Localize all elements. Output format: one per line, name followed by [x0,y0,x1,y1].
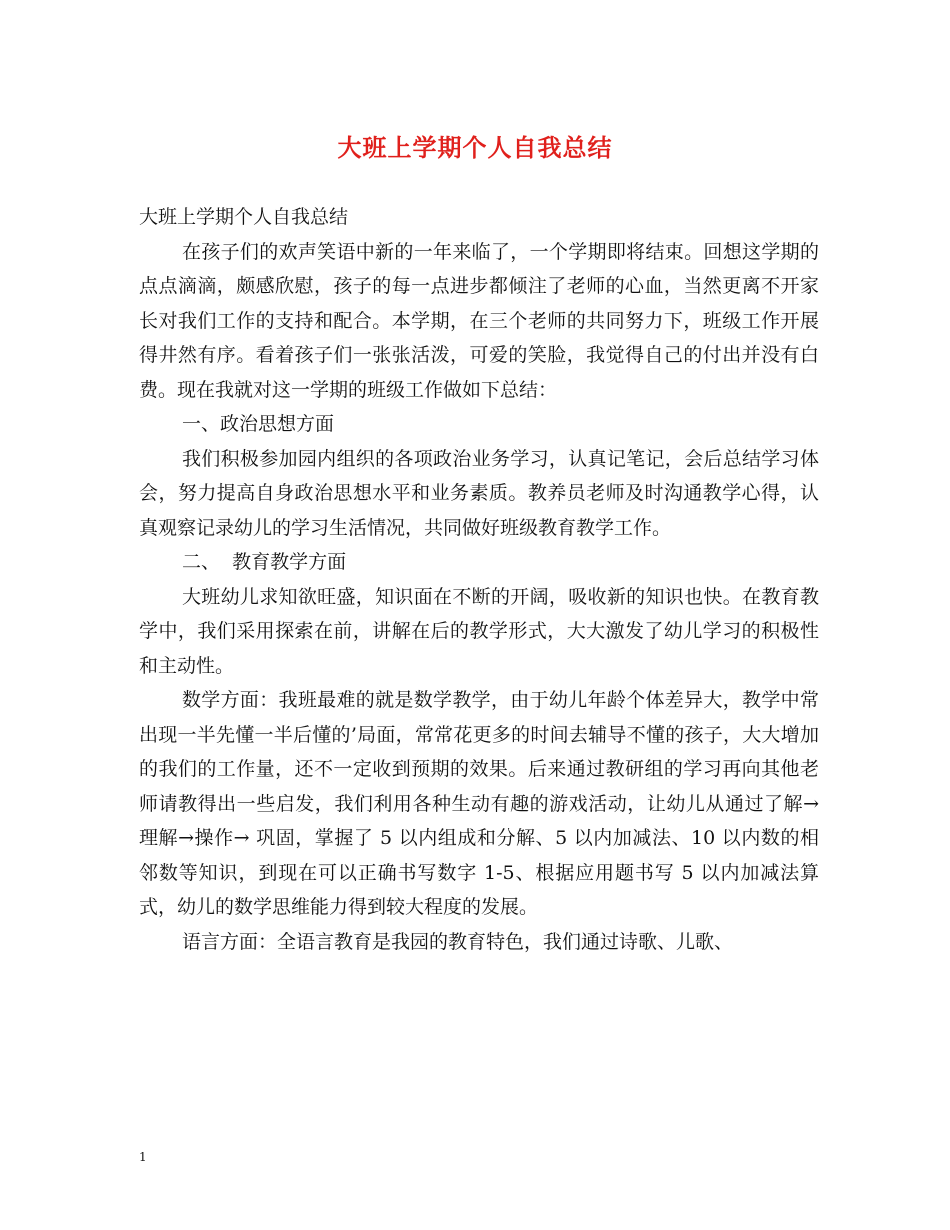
paragraph-politics: 我们积极参加园内组织的各项政治业务学习，认真记笔记，会后总结学习体会，努力提高自身政治思想水平和业务素质。教养员老师及时沟通教学心得，认真观察记录幼儿的学习生活情况，共同做好班级教育教学工作。 [139,447,819,539]
section-heading-politics: 一、政治思想方面 [182,413,335,435]
section-heading-teaching: 二、 教育教学方面 [182,551,347,573]
document-body [139,200,819,959]
paragraph-math: 数学方面：我班最难的就是数学教学，由于幼儿年龄个体差异大，教学中常出现一半先懂一半后懂的’局面，常常花更多的时间去辅导不懂的孩子，大大增加的我们的工作量，还不一定收到预期的效果。后来通过教研组的学习再向其他老师请教得出一些启发，我们利用各种生动有趣的游戏活动，让幼儿从通过了解→理解→操作→ 巩固，掌握了 5 以内组成和分解、5 以内加减法、10 以内数的相邻数等知识，到现在可以正确书写数字 1-5、根据应用题书写 5 以内加减法算式，幼儿的数学思维能力得到较大程度的发展。 [139,689,819,918]
paragraph-teaching: 大班幼儿求知欲旺盛，知识面在不断的开阔，吸收新的知识也快。在教育教学中，我们采用探索在前，讲解在后的教学形式，大大激发了幼儿学习的积极性和主动性。 [139,585,819,677]
paragraph-intro: 在孩子们的欢声笑语中新的一年来临了，一个学期即将结束。回想这学期的点点滴滴，颇感欣慰，孩子的每一点进步都倾注了老师的心血，当然更离不开家长对我们工作的支持和配合。本学期，在三个老师的共同努力下，班级工作开展得井然有序。看着孩子们一张张活泼，可爱的笑脸，我觉得自己的付出并没有白费。现在我就对这一学期的班级工作做如下总结： [139,240,819,401]
page-number: 1 [139,1150,147,1164]
paragraph-language: 语言方面：全语言教育是我园的教育特色，我们通过诗歌、儿歌、 [182,930,734,953]
paragraph-heading: 大班上学期个人自我总结 [139,206,349,228]
document-title: 大班上学期个人自我总结 [337,133,613,162]
